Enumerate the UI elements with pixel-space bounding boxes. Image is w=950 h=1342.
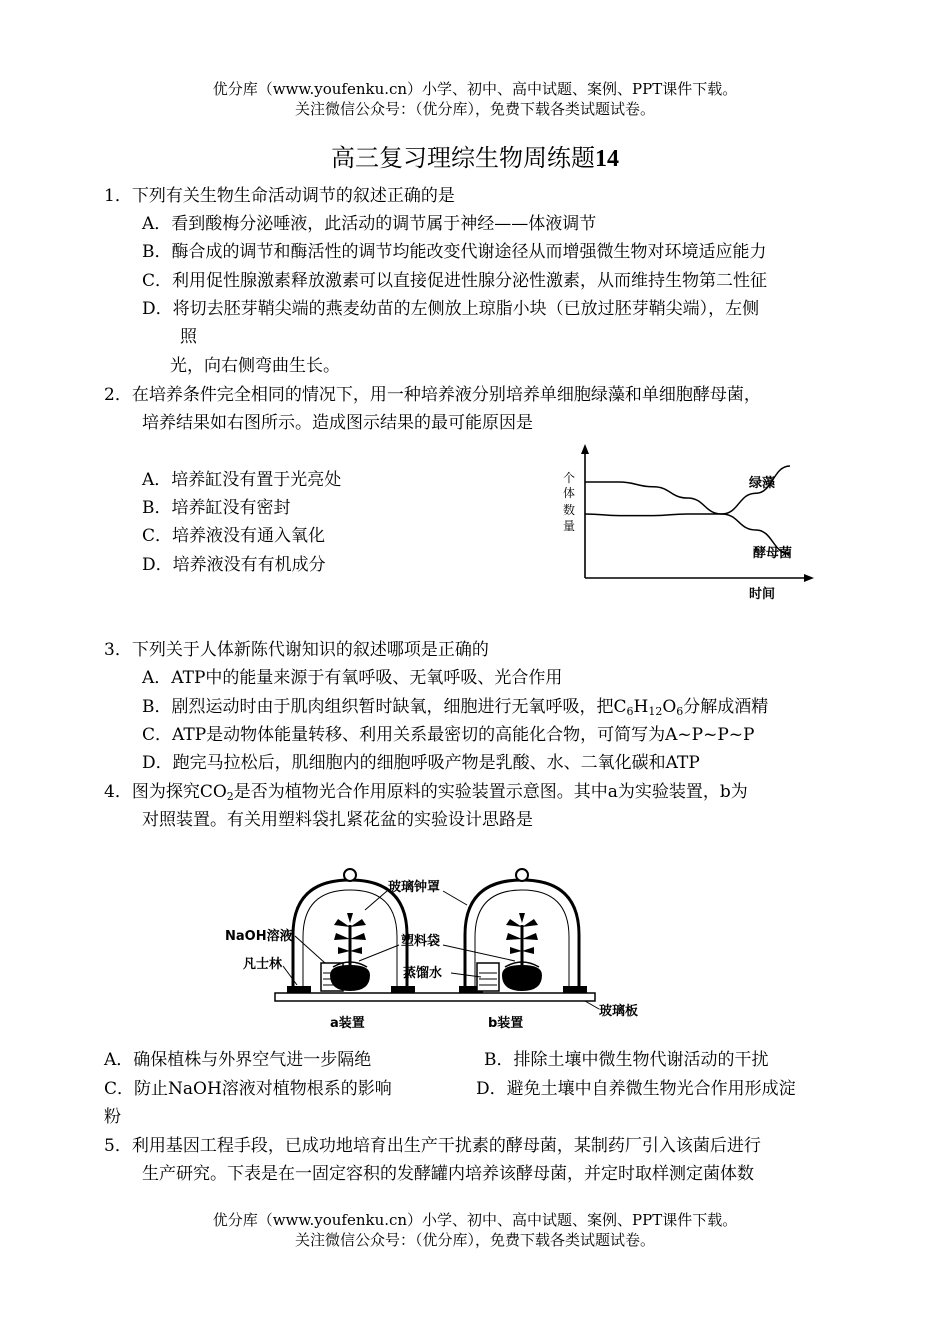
y-axis-arrow xyxy=(581,444,589,454)
label-naoh: NaOH溶液 xyxy=(225,929,293,944)
q2-option-d: D．培养液没有有机成分 xyxy=(142,555,326,575)
glass-plate xyxy=(275,993,595,1001)
pot-a xyxy=(330,965,370,991)
q1-option-d-line2: 照 xyxy=(180,327,197,347)
label-b-setup: b装置 xyxy=(488,1016,524,1031)
header-line-2: 关注微信公众号：（优分库），免费下载各类试题试卷。 xyxy=(294,100,655,118)
q1-option-c: C．利用促性腺激素释放激素可以直接促进性腺分泌性激素，从而维持生物第二性征 xyxy=(142,271,768,291)
q2-stem-line2: 培养结果如右图所示。造成图示结果的最可能原因是 xyxy=(142,413,533,433)
vaseline-seal-a xyxy=(287,986,311,993)
apparatus-diagram xyxy=(225,865,655,1040)
q1-option-d-line1: D．将切去胚芽鞘尖端的燕麦幼苗的左侧放上琼脂小块（已放过胚芽鞘尖端），左侧 xyxy=(142,299,760,319)
title-number: 14 xyxy=(595,146,619,172)
label-water: 蒸馏水 xyxy=(403,966,443,981)
label-glass-plate: 玻璃板 xyxy=(599,1004,639,1019)
y-label-char-3: 数 xyxy=(563,503,576,517)
y-label-char-4: 量 xyxy=(563,519,576,533)
pot-b xyxy=(502,965,542,991)
q4-option-b: B．排除土壤中微生物代谢活动的干扰 xyxy=(484,1050,769,1070)
q4-option-d-line2: 粉 xyxy=(104,1107,121,1127)
growth-chart xyxy=(555,440,825,605)
title-text: 高三复习理综生物周练题 xyxy=(331,144,595,172)
bell-jar-a-knob xyxy=(344,869,356,881)
q5-stem-line1: 5．利用基因工程手段，已成功地培育出生产干扰素的酵母菌，某制药厂引入该菌后进行 xyxy=(104,1136,761,1156)
q4-stem-line1: 4．图为探究CO2是否为植物光合作用原料的实验装置示意图。其中a为实验装置，b为 xyxy=(104,782,748,803)
series-label-green-algae: 绿藻 xyxy=(749,476,776,491)
q3-option-b: B．剧烈运动时由于肌肉组织暂时缺氧，细胞进行无氧呼吸，把C6H12O6分解成酒精 xyxy=(142,697,769,718)
footer-line-1: 优分库（www.youfenku.cn）小学、初中、高中试题、案例、PPT课件下载。 xyxy=(212,1211,738,1229)
q5-stem-line2: 生产研究。下表是在一固定容积的发酵罐内培养该酵母菌，并定时取样测定菌体数 xyxy=(142,1164,754,1184)
series-label-yeast: 酵母菌 xyxy=(753,546,793,561)
q1-option-b: B．酶合成的调节和酶活性的调节均能改变代谢途径从而增强微生物对环境适应能力 xyxy=(142,242,767,262)
q4-option-d-line1: D．避免土壤中自养微生物光合作用形成淀 xyxy=(476,1079,796,1099)
q4-stem-line2: 对照装置。有关用塑料袋扎紧花盆的实验设计思路是 xyxy=(142,810,533,830)
q4-option-c: C．防止NaOH溶液对植物根系的影响 xyxy=(104,1079,392,1099)
label-vaseline: 凡士林 xyxy=(243,957,283,972)
header-line-1: 优分库（www.youfenku.cn）小学、初中、高中试题、案例、PPT课件下载。 xyxy=(212,80,738,98)
q4-option-a: A．确保植株与外界空气进一步隔绝 xyxy=(104,1050,372,1070)
q2-option-c: C．培养液没有通入氧化 xyxy=(142,526,326,546)
footer-line-2: 关注微信公众号：（优分库），免费下载各类试题试卷。 xyxy=(294,1231,655,1249)
label-a-setup: a装置 xyxy=(330,1016,365,1031)
page-title xyxy=(0,138,950,173)
x-axis-arrow xyxy=(804,574,814,582)
label-plastic-bag: 塑料袋 xyxy=(401,934,441,949)
q1-option-d-line3: 光，向右侧弯曲生长。 xyxy=(170,356,340,376)
bell-jar-b-knob xyxy=(516,869,528,881)
y-label-char-2: 体 xyxy=(563,486,576,500)
q3-option-d: D．跑完马拉松后，肌细胞内的细胞呼吸产物是乳酸、水、二氧化碳和ATP xyxy=(142,753,700,773)
q3-option-c: C．ATP是动物体能量转移、利用关系最密切的高能化合物，可简写为A~P~P~P xyxy=(142,725,755,745)
q1-option-a: A．看到酸梅分泌唾液，此活动的调节属于神经——体液调节 xyxy=(142,214,597,234)
y-label-char-1: 个 xyxy=(563,471,576,485)
q3-stem: 3．下列关于人体新陈代谢知识的叙述哪项是正确的 xyxy=(104,640,489,660)
label-bell-jar: 玻璃钟罩 xyxy=(388,880,441,895)
q2-option-b: B．培养缸没有密封 xyxy=(142,498,291,518)
q3-option-a: A．ATP中的能量来源于有氧呼吸、无氧呼吸、光合作用 xyxy=(142,668,563,688)
q1-stem: 1．下列有关生物生命活动调节的叙述正确的是 xyxy=(104,186,455,206)
q2-option-a: A．培养缸没有置于光亮处 xyxy=(142,470,342,490)
x-axis-label: 时间 xyxy=(749,587,776,602)
q2-stem-line1: 2．在培养条件完全相同的情况下，用一种培养液分别培养单细胞绿藻和单细胞酵母菌， xyxy=(104,385,761,405)
